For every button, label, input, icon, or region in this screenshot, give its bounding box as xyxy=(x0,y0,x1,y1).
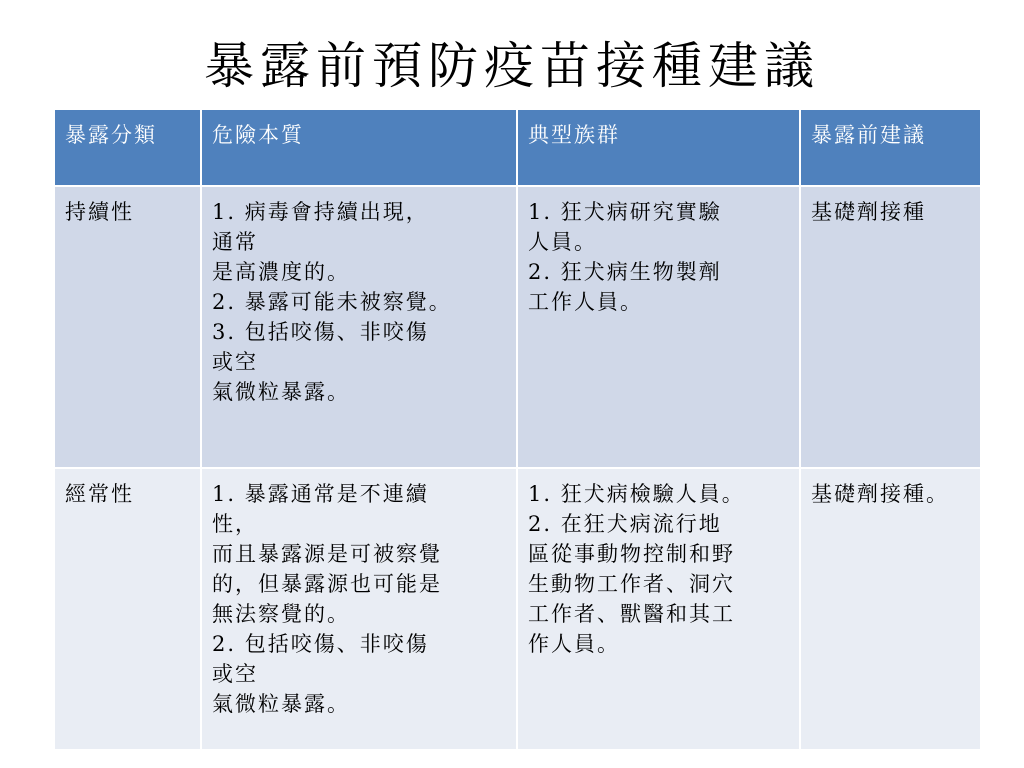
risk-nature-cell xyxy=(201,468,517,750)
risk-line: 無法察覺的。 xyxy=(212,602,350,626)
header-exposure-category: 暴露分類 xyxy=(54,109,201,186)
table-row xyxy=(54,468,981,750)
recommendation-text: 基礎劑接種。 xyxy=(811,482,949,506)
risk-line: 1. 暴露通常是不連續 xyxy=(212,482,429,506)
recommendation-text: 基礎劑接種 xyxy=(811,200,926,224)
risk-line: 2. 暴露可能未被察覺。 xyxy=(212,290,452,314)
group-line: 工作者、獸醫和其工 xyxy=(528,602,735,626)
risk-line: 3. 包括咬傷、非咬傷 xyxy=(212,320,429,344)
category-cell xyxy=(54,186,201,468)
typical-group-cell xyxy=(517,186,800,468)
recommendation-cell xyxy=(800,186,981,468)
group-line: 2. 在狂犬病流行地 xyxy=(528,512,722,536)
recommendation-cell xyxy=(800,468,981,750)
risk-line: 的，但暴露源也可能是 xyxy=(212,572,442,596)
risk-line: 氣微粒暴露。 xyxy=(212,380,350,404)
risk-line: 而且暴露源是可被察覺 xyxy=(212,542,442,566)
group-line: 2. 狂犬病生物製劑 xyxy=(528,260,722,284)
table-row xyxy=(54,186,981,468)
group-line: 工作人員。 xyxy=(528,290,643,314)
header-pre-exposure-recommendation: 暴露前建議 xyxy=(800,109,981,186)
category-text: 經常性 xyxy=(65,482,134,506)
table-header-row xyxy=(54,109,981,186)
risk-line: 2. 包括咬傷、非咬傷 xyxy=(212,632,429,656)
slide-title: 暴露前預防疫苗接種建議 xyxy=(204,37,820,95)
group-line: 生動物工作者、洞穴 xyxy=(528,572,735,596)
risk-line: 1. 病毒會持續出現， xyxy=(212,200,429,224)
risk-line: 或空 xyxy=(212,662,258,686)
group-line: 人員。 xyxy=(528,230,597,254)
category-cell xyxy=(54,468,201,750)
group-line: 區從事動物控制和野 xyxy=(528,542,735,566)
recommendation-table xyxy=(53,108,982,751)
group-line: 1. 狂犬病研究實驗 xyxy=(528,200,722,224)
group-line: 作人員。 xyxy=(528,632,620,656)
risk-line: 性， xyxy=(212,512,258,536)
risk-line: 是高濃度的。 xyxy=(212,260,350,284)
header-risk-nature: 危險本質 xyxy=(201,109,517,186)
typical-group-cell xyxy=(517,468,800,750)
risk-line: 氣微粒暴露。 xyxy=(212,692,350,716)
risk-line: 通常 xyxy=(212,230,258,254)
risk-line: 或空 xyxy=(212,350,258,374)
header-typical-group: 典型族群 xyxy=(517,109,800,186)
risk-nature-cell xyxy=(201,186,517,468)
category-text: 持續性 xyxy=(65,200,134,224)
group-line: 1. 狂犬病檢驗人員。 xyxy=(528,482,745,506)
